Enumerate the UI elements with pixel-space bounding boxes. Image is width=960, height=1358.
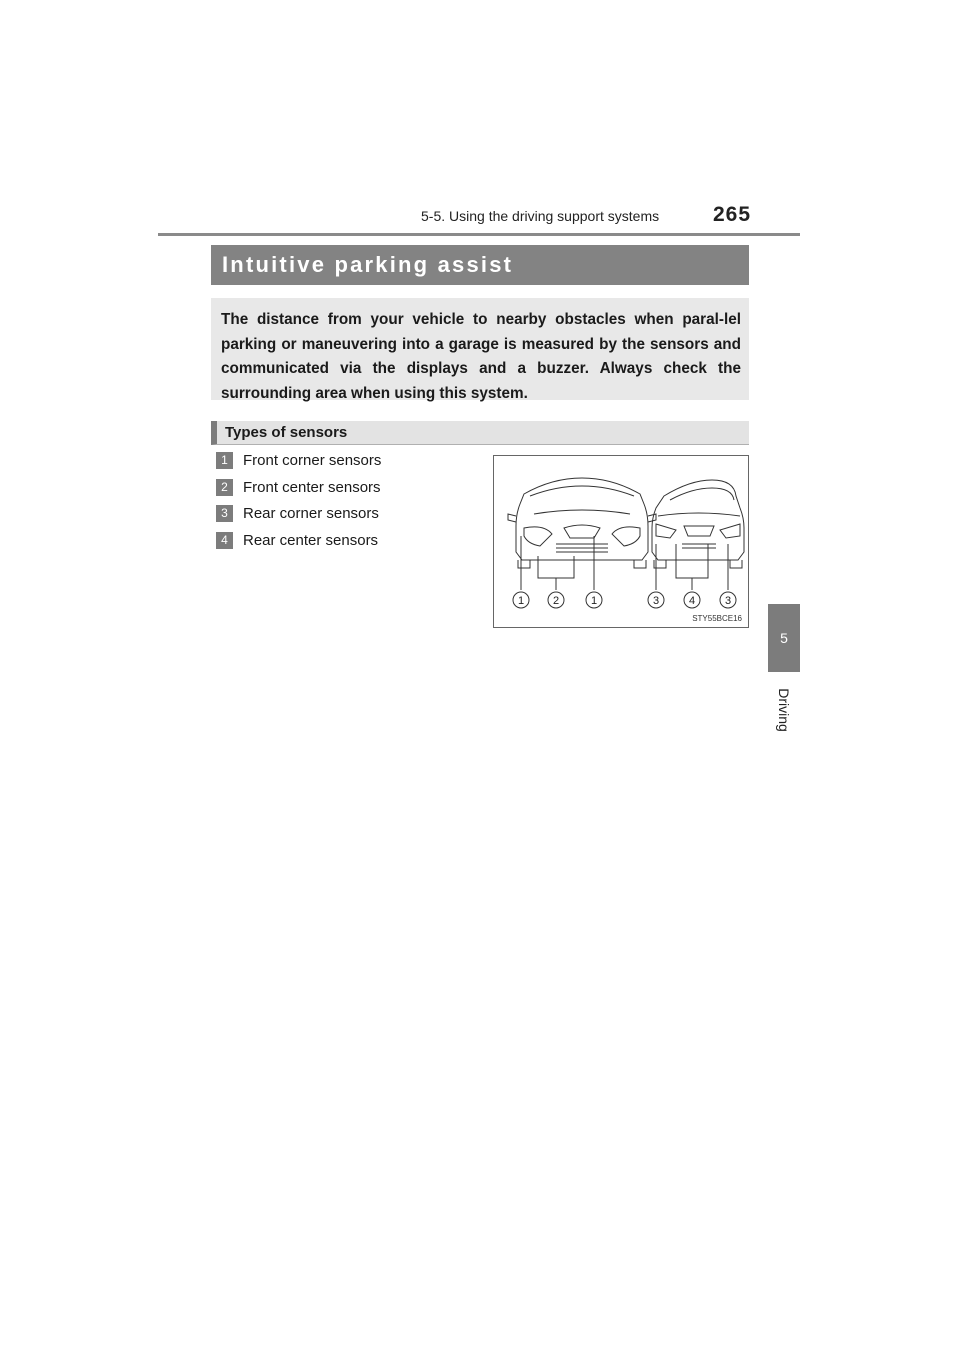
list-number: 1 — [216, 452, 233, 469]
callout-3-right: 3 — [724, 595, 732, 607]
list-number: 4 — [216, 532, 233, 549]
front-car-drawing — [508, 478, 656, 568]
list-number: 3 — [216, 505, 233, 522]
list-label: Front center sensors — [243, 478, 381, 496]
chapter-number: 5 — [780, 630, 788, 646]
list-item — [216, 530, 381, 557]
list-number: 2 — [216, 479, 233, 496]
chapter-label: Driving — [776, 688, 793, 732]
callout-2: 2 — [552, 595, 560, 607]
page-number: 265 — [713, 203, 752, 226]
intro-box — [211, 298, 749, 400]
car-illustration — [494, 456, 748, 627]
list-item — [216, 450, 381, 477]
header-rule — [158, 233, 800, 236]
callout-1-right: 1 — [590, 595, 598, 607]
chapter-tab — [768, 604, 800, 672]
subheading: Types of sensors — [211, 421, 749, 445]
list-item — [216, 477, 381, 504]
page-title: Intuitive parking assist — [211, 245, 749, 285]
list-label: Front corner sensors — [243, 452, 382, 469]
intro-text: The distance from your vehicle to nearby obstacles when paral-lel parking or maneuvering into a garage is measured by the sensors and communicated via the displays and a buzzer. Always check the surrounding area when using this system. — [221, 311, 741, 402]
callout-4: 4 — [688, 595, 696, 607]
sensor-diagram — [493, 455, 749, 628]
sensor-list — [216, 450, 381, 556]
list-label: Rear corner sensors — [243, 505, 379, 522]
chapter-label-box — [764, 680, 804, 740]
list-label: Rear center sensors — [243, 531, 379, 549]
callout-3-left: 3 — [652, 595, 660, 607]
figure-code: STY55BCE16 — [692, 614, 742, 623]
running-header-section: 5-5. Using the driving support systems — [421, 208, 660, 224]
list-item — [216, 503, 381, 530]
callout-1-left: 1 — [517, 595, 525, 607]
rear-car-drawing — [652, 480, 744, 568]
